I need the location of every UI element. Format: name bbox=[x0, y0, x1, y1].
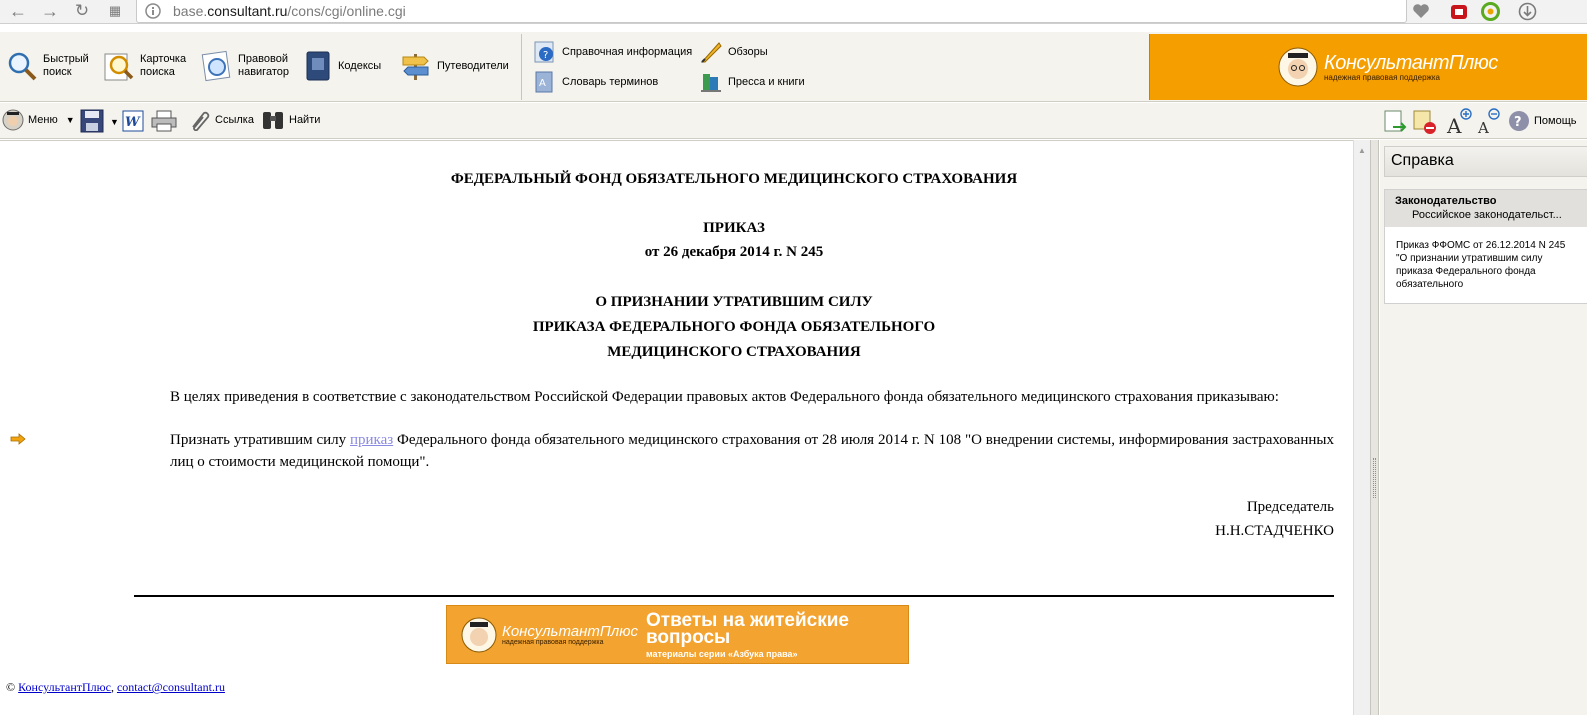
apps-grid-icon[interactable]: ▦ bbox=[108, 3, 122, 18]
signer-title: Председатель bbox=[1246, 499, 1334, 515]
scroll-up-icon[interactable]: ▲ bbox=[1358, 146, 1366, 155]
paragraph-text: В целях приведения в соответствие с законодательством Российской Федерации правовых актов Федерального фонда обязательного медицинского страхования приказываю: bbox=[170, 389, 1279, 405]
tv-icon[interactable] bbox=[1450, 2, 1468, 20]
codex-book-icon bbox=[303, 50, 333, 82]
reference-panel bbox=[1380, 140, 1587, 715]
document-title-line: ПРИКАЗА ФЕДЕРАЛЬНОГО ФОНДА ОБЯЗАТЕЛЬНОГО bbox=[532, 319, 936, 335]
menu-label: Меню bbox=[28, 114, 58, 126]
address-bar[interactable] bbox=[136, 0, 1407, 23]
paperclip-icon bbox=[187, 109, 211, 131]
font-decrease-icon[interactable] bbox=[1475, 107, 1501, 135]
splitter-grip[interactable] bbox=[1373, 458, 1376, 498]
card-header bbox=[1385, 190, 1587, 227]
paragraph-text: Признать утратившим силу bbox=[170, 432, 350, 448]
document-date: от 26 декабря 2014 г. N 245 bbox=[644, 244, 824, 260]
print-icon[interactable] bbox=[151, 110, 177, 132]
consultant-logo[interactable] bbox=[1278, 47, 1498, 87]
professor-mascot-icon bbox=[461, 617, 497, 653]
press-books-label: Пресса и книги bbox=[728, 75, 805, 88]
forward-arrow-icon[interactable]: → bbox=[41, 1, 59, 21]
heart-icon[interactable] bbox=[1412, 3, 1430, 19]
copyright-symbol: © bbox=[6, 680, 16, 694]
quick-search-button[interactable] bbox=[6, 50, 89, 82]
banner-tagline: надежная правовая поддержка bbox=[502, 638, 604, 646]
quill-icon bbox=[699, 41, 723, 63]
document-type: ПРИКАЗ bbox=[703, 220, 765, 236]
press-books-button[interactable] bbox=[699, 71, 805, 93]
reviews-label: Обзоры bbox=[728, 45, 768, 58]
panel-header[interactable]: Справка bbox=[1384, 146, 1587, 177]
banner-brand: КонсультантПлюс bbox=[502, 622, 638, 640]
svg-text:A: A bbox=[1478, 119, 1489, 135]
codes-label: Кодексы bbox=[338, 59, 382, 72]
document-title-line: МЕДИЦИНСКОГО СТРАХОВАНИЯ bbox=[607, 344, 861, 360]
brand-header bbox=[1149, 34, 1587, 100]
help-label: Помощь bbox=[1534, 115, 1577, 127]
svg-text:W: W bbox=[125, 115, 140, 130]
brand-name: КонсультантПлюс bbox=[1324, 51, 1498, 74]
vertical-scrollbar[interactable] bbox=[1353, 140, 1370, 715]
consultant-link[interactable]: КонсультантПлюс bbox=[18, 680, 111, 694]
back-arrow-icon[interactable]: ← bbox=[9, 1, 27, 21]
banner-logo bbox=[461, 617, 638, 653]
save-dropdown-icon[interactable]: ▼ bbox=[110, 117, 119, 127]
contact-email-link[interactable]: contact@consultant.ru bbox=[116, 680, 225, 694]
document-divider bbox=[134, 595, 1334, 597]
card-subtitle: Российское законодательст... bbox=[1412, 209, 1562, 221]
url-text[interactable]: base.consultant.ru/cons/cgi/online.cgi bbox=[173, 3, 406, 19]
pane-splitter[interactable] bbox=[1370, 140, 1379, 715]
banner-title: Ответы на житейские вопросы bbox=[646, 610, 849, 648]
remove-bookmark-icon[interactable] bbox=[1413, 109, 1437, 135]
document-title-line: О ПРИЗНАНИИ УТРАТИВШИМ СИЛУ bbox=[595, 294, 873, 310]
panel-card[interactable] bbox=[1384, 189, 1587, 304]
svg-text:?: ? bbox=[1514, 115, 1522, 130]
help-button[interactable] bbox=[1508, 110, 1577, 132]
reference-info-label: Справочная информация bbox=[562, 45, 693, 58]
word-export-icon[interactable] bbox=[122, 110, 144, 132]
sync-docs-icon[interactable] bbox=[1383, 109, 1409, 135]
search-card-label: Карточка поиска bbox=[140, 53, 187, 78]
professor-mascot-icon bbox=[1278, 47, 1318, 87]
codes-button[interactable] bbox=[303, 50, 381, 82]
signpost-icon bbox=[400, 50, 432, 82]
quick-search-label: Быстрый поиск bbox=[43, 53, 89, 78]
search-card-button[interactable] bbox=[103, 50, 186, 82]
search-card-icon bbox=[103, 50, 135, 82]
menu-button[interactable] bbox=[2, 109, 75, 131]
find-label: Найти bbox=[289, 114, 321, 126]
reload-icon[interactable]: ↻ bbox=[74, 1, 90, 20]
menu-dropdown-icon[interactable]: ▼ bbox=[65, 115, 75, 125]
paragraph-text: Федерального фонда обязательного медицинского страхования от 28 июля 2014 г. N 108 "О внедрении системы, информирования застрахованных лиц о стоимости медицинской помощи". bbox=[170, 432, 1334, 470]
books-icon bbox=[699, 71, 723, 93]
save-icon[interactable] bbox=[80, 109, 104, 133]
download-icon[interactable] bbox=[1518, 2, 1537, 21]
document-toolbar bbox=[0, 103, 1587, 139]
legal-navigator-button[interactable] bbox=[201, 50, 289, 82]
guides-label: Путеводители bbox=[437, 59, 509, 72]
card-title: Законодательство bbox=[1395, 195, 1497, 207]
svg-text:A: A bbox=[1447, 114, 1462, 135]
signer-name: Н.Н.СТАДЧЕНКО bbox=[1215, 523, 1334, 539]
reviews-button[interactable] bbox=[699, 41, 768, 63]
font-increase-icon[interactable] bbox=[1446, 107, 1472, 135]
banner-subtitle: материалы серии «Азбука права» bbox=[646, 649, 798, 659]
toolbar-divider bbox=[521, 34, 522, 100]
reference-icon bbox=[533, 41, 557, 63]
glossary-book-icon bbox=[533, 71, 557, 93]
svg-text:?: ? bbox=[543, 50, 549, 61]
footer-separator: , bbox=[110, 680, 114, 694]
reference-info-button[interactable] bbox=[533, 41, 692, 63]
help-icon bbox=[1508, 110, 1530, 132]
document-paragraph bbox=[134, 429, 1334, 473]
document-organization: ФЕДЕРАЛЬНЫЙ ФОНД ОБЯЗАТЕЛЬНОГО МЕДИЦИНСКОГО СТРАХОВАНИЯ bbox=[450, 171, 1018, 187]
page-info-icon[interactable] bbox=[145, 3, 161, 19]
glossary-button[interactable] bbox=[533, 71, 658, 93]
link-button[interactable] bbox=[187, 109, 254, 131]
mascot-menu-icon bbox=[2, 109, 24, 131]
page-footer bbox=[6, 680, 225, 695]
navigator-icon bbox=[201, 50, 233, 82]
document-paragraph bbox=[134, 386, 1334, 408]
glossary-label: Словарь терминов bbox=[562, 75, 659, 88]
refresh-green-icon[interactable] bbox=[1481, 2, 1500, 21]
brand-tagline: надежная правовая поддержка bbox=[1324, 72, 1440, 82]
order-link[interactable]: приказ bbox=[349, 432, 394, 448]
binoculars-icon bbox=[261, 109, 285, 131]
link-label: Ссылка bbox=[215, 114, 254, 126]
promo-banner[interactable] bbox=[446, 605, 909, 664]
arrow-marker-icon[interactable] bbox=[10, 433, 26, 445]
magnifier-icon bbox=[6, 50, 38, 82]
legal-navigator-label: Правовой навигатор bbox=[238, 53, 289, 78]
svg-text:A: A bbox=[539, 78, 546, 89]
browser-toolbar bbox=[0, 0, 1587, 24]
find-button[interactable] bbox=[261, 109, 320, 131]
card-body: Приказ ФФОМС от 26.12.2014 N 245 "О признании утратившим силу приказа Федерального фонда обязательного bbox=[1396, 240, 1566, 290]
guides-button[interactable] bbox=[400, 50, 509, 82]
